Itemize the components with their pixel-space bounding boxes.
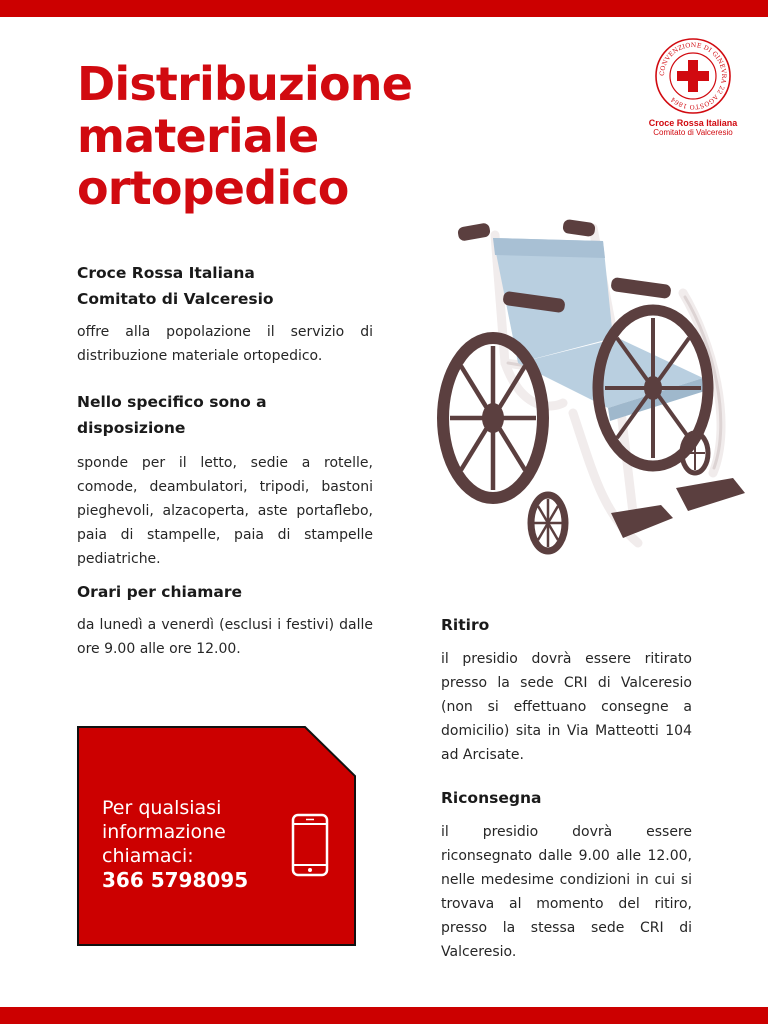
red-cross-emblem-icon <box>653 36 733 116</box>
wheelchair-illustration <box>433 213 753 563</box>
title-line-3: ortopedico <box>77 161 349 215</box>
availability-heading <box>77 389 373 441</box>
org-committee: Comitato di Valceresio <box>77 290 274 308</box>
riconsegna-heading: Riconsegna <box>441 789 542 807</box>
cri-logo <box>638 36 748 137</box>
logo-committee: Comitato di Valceresio <box>653 128 733 137</box>
contact-box <box>77 726 356 946</box>
intro-text: offre alla popolazione il servizio di distribuzione materiale ortopedico. <box>77 324 373 364</box>
org-heading <box>77 260 373 312</box>
riconsegna-text: il presidio dovrà essere riconsegnato dalle 9.00 alle 12.00, nelle medesime condizioni in cui si trovava al momento del ritiro, presso la stessa sede CRI di Valceresio. <box>441 824 692 960</box>
contact-line-3: chiamaci: <box>102 845 194 867</box>
contact-text <box>102 796 292 892</box>
contact-line-1: Per qualsiasi <box>102 797 222 819</box>
smartphone-icon <box>291 813 329 877</box>
phone-number[interactable]: 366 5798095 <box>102 868 249 892</box>
ritiro-heading: Ritiro <box>441 616 490 634</box>
top-red-bar <box>0 0 768 17</box>
availability-text: sponde per il letto, sedie a rotelle, comode, deambulatori, tripodi, bastoni pieghevoli, alzacoperta, aste portaflebo, paia di stampelle, paia di stampelle pediatriche. <box>77 455 373 567</box>
logo-name: Croce Rossa Italiana <box>648 118 738 128</box>
page-title <box>77 58 517 214</box>
hours-heading: Orari per chiamare <box>77 583 243 601</box>
hours-text: da lunedì a venerdì (esclusi i festivi) dalle ore 9.00 alle ore 12.00. <box>77 617 373 657</box>
ritiro-text: il presidio dovrà essere ritirato presso la sede CRI di Valceresio (non si effettuano consegne a domicilio) sita in Via Matteotti 104 ad Arcisate. <box>441 651 692 763</box>
contact-line-2: informazione <box>102 821 226 843</box>
availability-heading-line-2: disposizione <box>77 419 186 437</box>
availability-heading-line-1: Nello specifico sono a <box>77 393 267 411</box>
org-name: Croce Rossa Italiana <box>77 264 255 282</box>
title-line-2: materiale <box>77 109 319 163</box>
logo-ring-text: CONVENZIONE DI GINEVRA 22 AGOSTO 1864 <box>658 41 728 111</box>
title-line-1: Distribuzione <box>77 57 413 111</box>
bottom-red-bar <box>0 1007 768 1024</box>
